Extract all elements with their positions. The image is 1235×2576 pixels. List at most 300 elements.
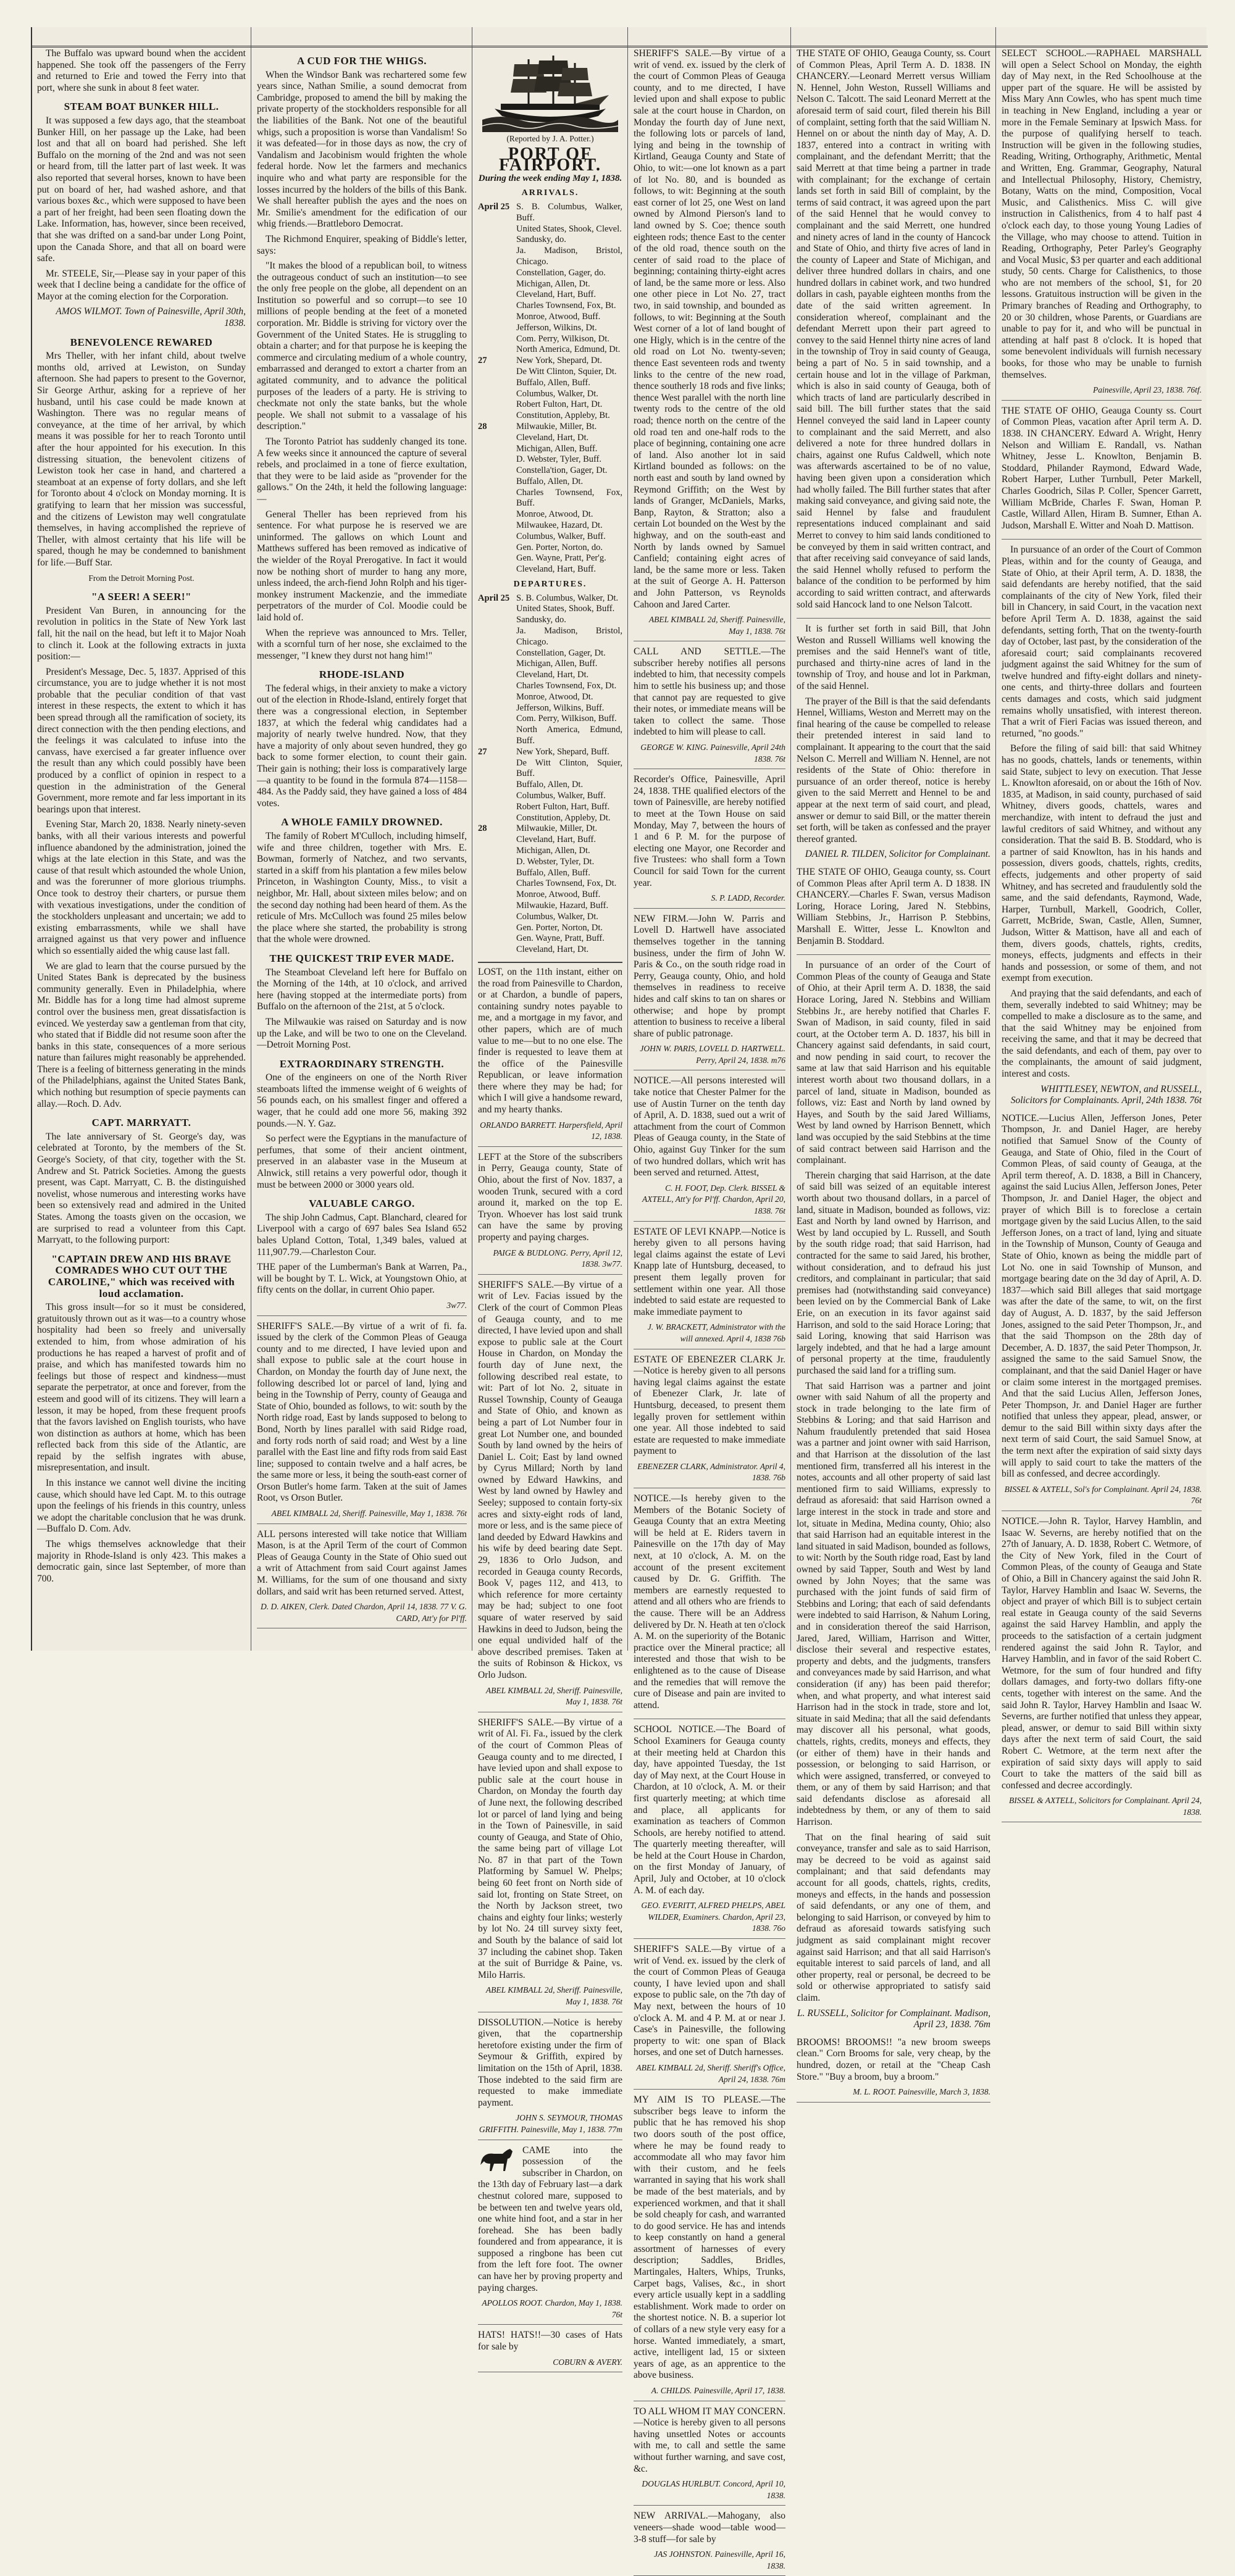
ship-entry-name: Constellation, Gager, do. xyxy=(516,267,606,278)
ship-entry-date xyxy=(478,224,516,235)
advertisement-signature: BISSEL & AXTELL, Sol's for Complainant. April 24, 1838. 76t xyxy=(1004,1484,1202,1506)
ship-entry-date xyxy=(478,802,516,813)
advertisement xyxy=(634,1724,785,1939)
advertisement-signature: JOHN W. PARIS, LOVELL D. HARTWELL. Perry, April 24, 1838. m76 xyxy=(640,1044,785,1065)
ship-entry xyxy=(478,389,622,400)
column-3-ads xyxy=(478,962,622,2372)
advertisement xyxy=(257,1321,467,1524)
masthead-credit: (Reported by J. A. Potter.) xyxy=(506,134,594,143)
ship-entry xyxy=(478,465,622,477)
ship-entry-date xyxy=(478,933,516,944)
ship-entry-date xyxy=(478,901,516,912)
advertisement xyxy=(257,1529,467,1629)
advertisement xyxy=(634,2511,785,2576)
advertisement xyxy=(478,967,622,1147)
ship-entry xyxy=(478,604,622,615)
ship-entry xyxy=(478,725,622,747)
ship-entry-name: Gen. Wayne, Pratt, Per'g. xyxy=(516,553,606,564)
advertisement xyxy=(478,2145,622,2325)
article-paragraph: President's Message, Dec. 5, 1837. Apprised of this circumstance, you are to judge whether it is not most probable that the peculiar condition of that vast interest in these respects, the extent to which it has been spread through all the ramification of society, its direct connection with the then pending elections, and the feelings it was calculated to infuse into the canvass, have exercised a far greater influence over the result than any which could possibly have been produced by a conflict of opinion in respect to a question in the administration of the General Government, more remote and far less important in its bearings upon that interest. xyxy=(37,666,246,815)
ship-entry-date xyxy=(478,301,516,312)
article-paragraph: The Steamboat Cleveland left here for Buffalo on the Morning of the 14th, at 10 o'clock, and arrived here (having stopped at the intermediate ports) from Buffalo on the afternoon of the 21st, at 5 o'clock. xyxy=(257,967,467,1012)
ship-entry-name: Columbus, Walker, Dt. xyxy=(516,388,598,399)
advertisement-signature: C. H. FOOT, Dep. Clerk. BISSEL & AXTELL, Att'y for Pl'ff. Chardon, April 20, 1838. 76t xyxy=(642,1183,785,1215)
ship-entry-name: D. Webster, Tyler, Dt. xyxy=(516,856,595,867)
ship-entry-name: Cleveland, Hart, Dt. xyxy=(516,432,589,443)
advertisement xyxy=(634,914,785,1071)
ship-entry-name: United States, Shook, Clevel. xyxy=(516,223,622,234)
ship-entry-name: Cleveland, Hart, Buff. xyxy=(516,290,596,300)
article-headline: A CUD FOR THE WHIGS. xyxy=(296,55,427,67)
ship-entry-date xyxy=(478,367,516,378)
ship-entry-date xyxy=(478,378,516,389)
ship-entry-name: Sandusky, do. xyxy=(516,235,566,245)
ship-entry-date xyxy=(478,564,516,575)
ship-entry xyxy=(478,791,622,802)
ship-entry-name: Michigan, Allen, Dt. xyxy=(516,278,590,289)
ship-entry xyxy=(478,802,622,813)
article-paragraph: The late anniversary of St. George's day, was celebrated at Toronto, by the members of the St. George's Society, of that city, together with the St. Andrew and St. Patrick Societies. Among the guests present, was Capt. Marryatt, C. B. the distinguished novelist, whose numerous and interesting works have been so extensively read and admired in the United States. Among the toasts given on the occasion, we are surprised to read a volunteer from this Capt. Marryatt, to the following purport: xyxy=(37,1131,246,1246)
ship-entry-date: 28 xyxy=(478,421,487,431)
ship-entry xyxy=(478,312,622,323)
ship-entry xyxy=(478,344,622,356)
article-paragraph: The family of Robert M'Culloch, including himself, wife and three children, together with Mrs. E. Bowman, formerly of Natchez, and two servants, started in a skiff from his plantation a few miles below Princeton, in Washington County, Miss., to visit a neighbor, Mr. Hall, about sixteen miles below; and on the second day nothing had been heard of them. As the reticule of Mrs. McCulloch was found 25 miles below the place where she started, the probability is strong that the whole were drowned. xyxy=(257,831,467,945)
ship-entry-name: Constitution, Appleby, Bt. xyxy=(516,411,610,421)
advertisement-text: BROOMS! BROOMS!! "a new broom sweeps clean." Corn Brooms for sale, very cheap, by the hundred, dozen, or retail at the "Cheap Cash Store." "Buy a broom, buy a broom." xyxy=(797,2036,990,2082)
port-subtitle: During the week ending May 1, 1838. xyxy=(478,173,622,183)
ship-entry-date xyxy=(478,923,516,934)
ship-entry-date xyxy=(478,553,516,564)
ship-entry xyxy=(478,422,622,433)
ship-entry-date xyxy=(478,615,516,626)
ship-entry-date xyxy=(478,323,516,334)
advertisement-text: THE STATE OF OHIO, Geauga county, ss. Court of Common Pleas after April term A. D 1838. IN CHANCERY.—Charles F. Swan, versus Madison Loring, Horace Loring, Jared N. Stebbins, William Stebbins, Jr., Harrison P. Stebbins, Marshall E. Witter, Jesse L. Knowlton and Benjamin B. Stoddard. xyxy=(797,866,990,946)
article-paragraph: The whigs themselves acknowledge that their majority in Rhode-Island is only 423. This makes a democratic gain, since last September, of more than 700. xyxy=(37,1539,246,1584)
advertisement-signature: A. CHILDS. Painesville, April 17, 1838. xyxy=(651,2386,785,2395)
advertisement-text: TO ALL WHOM IT MAY CONCERN.—Notice is hereby given to all persons having unsettled Notes or accounts with me, to call and settle the same without further warning, and save cost, &c. xyxy=(634,2406,785,2474)
advertisement xyxy=(634,646,785,769)
advertisement-text: LEFT at the Store of the subscribers in Perry, Geauga county, State of Ohio, about the first of Nov. 1837, a wooden Trunk, secured with a cord around it, marked on the top E. Tryon. Whoever has lost said trunk can have the same by proving property and paying charges. xyxy=(478,1151,622,1243)
ship-entry-date xyxy=(478,725,516,747)
ship-entry xyxy=(478,923,622,934)
article-headline: STEAM BOAT BUNKER HILL. xyxy=(64,101,219,113)
article-headline: EXTRAORDINARY STRENGTH. xyxy=(279,1057,445,1070)
article-paragraph: It was supposed a few days ago, that the steamboat Bunker Hill, on her passage up the Lake, had been lost and that all on board had perished. She left Buffalo on the morning of the 2nd and was not seen or heard from, till the latter part of last week. It was also reported that several horses, known to have been put on board of her, had washed ashore, and that various boxes &c., which were supposed to have been a part of her freight, had been seen floating down the Lake. Information, has, however, since been received, that she was drifted on a sand-bar under Long Point, upon the Canada Shore, and that all on board were safe. xyxy=(37,115,246,264)
ship-entry-name: New York, Shepard, Buff. xyxy=(516,746,609,757)
ship-entry-name: Robert Fulton, Hart, Buff. xyxy=(516,801,610,812)
advertisement-text: NOTICE.—Lucius Allen, Jefferson Jones, Peter Thompson, Jr. and Daniel Hager, are hereby notified that Samuel Snow of the County of Geauga, and State of Ohio, filed in the Court of Common Pleas, of said county of Geauga, at the April term thereof, A. D. 1838, a Bill in Chancery, against the said Lucius Allen, Jefferson Jones, Peter Thompson, Jr. and Daniel Hager, the object and prayer of which Bill is to foreclose a certain mortgage given by the said Lucius Allen, to the said Jefferson Jones, on a tract of land, lying and situate in the Township of Munson, County of Geauga and State of Ohio, known as being the middle part of Lot No. one in said Township of Munson, and mortgage bearing date on the 3d day of April, A. D. 1837—which said Bill alleges that said mortgage was after the date of the same, to wit, on the first day of August, A. D. 1837, by the said Jefferson Jones, assigned to the said Peter Thompson, Jr., and that the said Thompson on the 28th day of December, A. D. 1837, the said Peter Thompson, Jr. assigned the same to the said Samuel Snow, the complainant, and that the said Daniel Hager or have or claim some interest in the mortgaged premises. And that the said Lucius Allen, Jefferson Jones, Peter Thompson, Jr. and Daniel Hager are further notified that unless they appear, plead, answer, or demur to the said Bill within sixty days after the next term of said Court, the said Samuel Snow, at the term next after the expiration of said sixty days will apply to said court to take the matters of the bill as confessed, and decree accordingly. xyxy=(1002,1112,1202,1480)
ship-entry-name: Gen. Porter, Norton, Dt. xyxy=(516,922,603,933)
ship-entry xyxy=(478,944,622,956)
ship-entry-date xyxy=(478,268,516,279)
ship-entry-date xyxy=(478,488,516,510)
advertisement xyxy=(1002,1113,1202,1511)
ship-entry-date xyxy=(478,477,516,488)
article-headline: BENEVOLENCE REWARED xyxy=(70,336,213,348)
ship-entry xyxy=(478,758,622,780)
article-source: From the Detroit Morning Post. xyxy=(88,573,195,583)
advertisement xyxy=(634,2095,785,2401)
article-paragraph: The Buffalo was upward bound when the accident happened. She took off the passengers of the Ferry and returned to Erie and towed the Ferry into that port, where she sunk in about 8 feet water. xyxy=(37,48,246,93)
article-paragraph: So perfect were the Egyptians in the manufacture of perfumes, that some of their ancient ointment, preserved in an alabaster vase in the Museum at Alnwick, still retains a very powerful odor, though it must be between 2000 or 3000 years old. xyxy=(257,1133,467,1190)
article-paragraph: The Toronto Patriot has suddenly changed its tone. A few weeks since it announced the capture of several rebels, and proclaimed in a tone of fierce exultation, that they were to be laid aside as "provender for the gallows." On the 24th, it held the following language:— xyxy=(257,436,467,504)
advertisement-signature: PAIGE & BUDLONG. Perry, April 12, 1838. 3w77. xyxy=(493,1248,622,1269)
article-paragraph: We are glad to learn that the course pursued by the United States Bank is deprecated by the business community generally. Even in Philadelphia, where Mr. Biddle has for a long time had almost supreme control over the business men, great dissatisfaction is evinced. We yesterday saw a gentleman from that city, who stated that if Biddle did not resume soon after the banks in this state, consequences of a more serious nature than failures might reasonably be apprehended. There is a feeling of bitterness generating in the minds of the Philadelphians, against the United States Bank, which nothing but resumption of specie payments can allay.—Roch. D. Adv. xyxy=(37,961,246,1109)
ship-entry-name: Milwaukee, Hazard, Dt. xyxy=(516,520,603,531)
ship-entry-name: Charles Townsend, Fox, Bt. xyxy=(516,301,616,311)
ship-entry-date xyxy=(478,411,516,422)
advertisement xyxy=(634,1354,785,1489)
ship-entry xyxy=(478,356,622,367)
signature: L. RUSSELL, Solicitor for Complainant. Madison, April 23, 1838. 76m xyxy=(797,2007,990,2030)
advertisement-text: ESTATE OF EBENEZER CLARK Jr.—Notice is hereby given to all persons having legal claims against the estate of Ebenezer Clark, Jr. late of Huntsburg, deceased, to present them legally proven for settlement within one year. All those indebted to said estate are requested to make immediate payment to xyxy=(634,1354,785,1457)
ship-entry xyxy=(478,553,622,564)
advertisement-text: NOTICE.—John R. Taylor, Harvey Hamblin, and Isaac W. Severns, are hereby notified that on the 27th of January, A. D. 1838, Robert C. Wetmore, of the City of New York, filed in the Court of Common Pleas, of the county of Geauga and State of Ohio, a Bill in Chancery against the said John R. Taylor, Harvey Hamblin and Isaac W. Severns, the object and prayer of which Bill is to subject certain real estate in Geauga county of the said Severns against the said Harvey Hamblin, and apply the proceeds to the satisfaction of a certain judgment rendered against the said John R. Taylor, and Harvey Hamblin, and in favor of the said Robert C. Wetmore, for the sum of four hundred and fifty dollars damages, and forty-two dollars fifty-one cents, together with interest on the same. And the said John R. Taylor, Harvey Hamblin and Isaac W. Severns, are further notified that unless they appear, plead, answer, or demur to said Bill within sixty days after the next term of said Court, the said Robert C. Wetmore, at the term next after the expiration of said sixty days will apply to said Court to take the matters of the said bill as confessed and decree accordingly. xyxy=(1002,1516,1202,1791)
ship-entry xyxy=(478,659,622,670)
ship-entry xyxy=(478,780,622,791)
ship-entry xyxy=(478,681,622,692)
advertisement-text: CALL AND SETTLE.—The subscriber hereby notifies all persons indebted to him, that necessity compels him to settle his business up; and those that cannot pay are requested to give their notes, or immediate means will be taken to collect the same. Those indebted to him will please to call. xyxy=(634,646,785,738)
ship-entry-date xyxy=(478,944,516,956)
column-3 xyxy=(473,48,627,2367)
article-paragraph: When the reprieve was announced to Mrs. Teller, with a scornful turn of her nose, she exclaimed to the messenger, "I knew they durst not hang him!" xyxy=(257,627,467,661)
ship-entry xyxy=(478,399,622,411)
ship-entry-name: United States, Shook, Buff. xyxy=(516,604,615,614)
ship-entry-date xyxy=(478,312,516,323)
ship-entry-name: Ja. Madison, Bristol, Chicago. xyxy=(516,246,622,267)
ship-entry-name: Buffalo, Allen, Dt. xyxy=(516,476,584,486)
ship-entry-name: D. Webster, Tyler, Buff. xyxy=(516,454,602,465)
ship-entry xyxy=(478,933,622,944)
advertisement-signature: ORLANDO BARRETT. Harpersfield, April 12, 1838. xyxy=(480,1120,622,1141)
article-headline: VALUABLE CARGO. xyxy=(309,1198,415,1210)
advertisement xyxy=(478,2017,622,2140)
ship-entry xyxy=(478,703,622,714)
ship-entry-date xyxy=(478,890,516,901)
ship-entry-name: North America, Edmund, Dt. xyxy=(516,344,621,355)
ship-entry-date: 27 xyxy=(478,746,487,757)
advertisement-signature: EBENEZER CLARK, Administrator. April 4, 1838. 76b xyxy=(637,1461,785,1483)
ship-entry-name: Buffalo, Allen, Buff. xyxy=(516,867,590,878)
advertisement-signature: J. W. BRACKETT, Administrator with the will annexed. April 4, 1838 76b xyxy=(647,1322,785,1343)
ship-entry-date: April 25 xyxy=(478,201,510,212)
ship-entry-name: De Witt Clinton, Squier, Dt. xyxy=(516,366,617,377)
ship-entry-date xyxy=(478,433,516,444)
ship-entry-date: April 25 xyxy=(478,593,510,603)
advertisement-text: ALL persons interested will take notice that William Mason, is at the April Term of the court of Common Pleas of Geauga County in the State of Ohio sued out a writ of Attachment from said Court against James M. Williams, for the sum of one thousand and sixty dollars, and said writ has been returned served. Attest, xyxy=(257,1528,467,1597)
article-headline: THE QUICKEST TRIP EVER MADE. xyxy=(269,952,454,964)
ship-entry-name: Columbus, Walker, Dt. xyxy=(516,911,598,922)
article-headline: "A SEER! A SEER!" xyxy=(91,591,191,603)
ship-entry-date xyxy=(478,626,516,648)
ship-entry-date xyxy=(478,509,516,520)
advertisement xyxy=(634,1227,785,1349)
article-headline: A WHOLE FAMILY DROWNED. xyxy=(281,816,443,828)
ship-entry xyxy=(478,433,622,444)
ship-entry-date xyxy=(478,758,516,780)
advertisement-signature: DOUGLAS HURLBUT. Concord, April 10, 1838. xyxy=(642,2479,785,2500)
ship-entry-date xyxy=(478,334,516,345)
ship-entry-name: Monroe, Atwood, Buff. xyxy=(516,890,601,900)
ship-entry-date xyxy=(478,714,516,725)
advertisement xyxy=(634,1075,785,1221)
ship-entry xyxy=(478,268,622,279)
advertisement-text: NEW ARRIVAL.—Mahogany, also veneers—shade wood—table wood—3-8 stuff—for sale by xyxy=(634,2511,785,2545)
advertisement-text: THE paper of the Lumberman's Bank at Warren, Pa., will be bought by T. L. Wick, at Youngstown Ohio, at fifty cents on the dollar, in current Ohio paper. xyxy=(257,1262,467,1296)
ship-entry-date xyxy=(478,465,516,477)
advertisement-signature: Painesville, April 23, 1838. 76tf. xyxy=(1093,385,1202,395)
article-paragraph: Evening Star, March 20, 1838. Nearly ninety-seven banks, with all their various interests and powerful influence abandoned by the administration, joined the whigs at the late election in this State, and was the cause of that result which astounded the whole Union, and was the forerunner of more glorious triumphs. Once took to destroy their charters, or pursue them with vexatious investigations, under the condition of the stockholders unpleasant and uncertain; we add to existing embarrassments, while we shall have arraigned against us that very power and influence which so essentially aided the whig cause last fall. xyxy=(37,819,246,956)
ship-entry-name: Cleveland, Hart, Buff. xyxy=(516,564,596,575)
ship-entry xyxy=(478,235,622,246)
ship-entry-name: Ja. Madison, Bristol, Chicago. xyxy=(516,626,622,647)
ship-entry-name: Cleveland, Hart, Dt. xyxy=(516,670,589,680)
ship-entry xyxy=(478,747,622,758)
ship-entry-date: 27 xyxy=(478,356,487,366)
horse-icon xyxy=(478,2146,517,2172)
advertisement-text: THE STATE OF OHIO, Geauga County ss. Court of Common Pleas, vacation after April term A. D. 1838. IN CHANCERY. Edward A. Wright, Henry Nelson and William E. Randall, vs. Nathan Whitney, Jesse L. Knowlton, Benjamin B. Stoddard, Philander Raymond, Edward Wade, Robert Harper, Luther Turnbull, Peter Markell, Charles Goodrich, Silas P. Coller, Spencer Garrett, William McBride, Charles F. Swan, Homan P. Castle, Willard Allen, Hiram B. Sumner, Ethan A. Judson, Marshall E. Witter and Noah D. Mattison. xyxy=(1002,405,1202,531)
advertisement-signature: S. P. LADD, Recorder. xyxy=(711,893,785,903)
advertisement xyxy=(797,48,990,619)
advertisement-signature: ABEL KIMBALL 2d, Sheriff. Painesville, May 1, 1838. 76t xyxy=(271,1509,467,1519)
ship-entry xyxy=(478,714,622,725)
ship-entry-name: New York, Shepard, Dt. xyxy=(516,356,602,366)
ship-entry xyxy=(478,477,622,488)
article-paragraph: That on the final hearing of said suit conveyance, transfer and sale as to said Harrison, may be decreed to be void as against said complainant; and that said defendants may account for all goods, chattels, rights, credits, moneys and effects, in the hands and possession of said defendants, or any one of them, and belonging to said Harrison, or conveyed by him to defraud as aforesaid towards satisfying such judgment as said complainant might recover against said Harrison; and that all said Harrison's equitable interest to said parcels of land, and all other property, real or personal, be decreed to be sold or otherwise appropriated to satisfy said claim. xyxy=(797,1832,990,2003)
ship-entry-name: Robert Fulton, Hart, Dt. xyxy=(516,399,603,410)
article-paragraph: Mrs Theller, with her infant child, about twelve months old, arrived at Lewiston, on Sunday afternoon. She had papers to present to the Governor, Sir George Arthur, asking for a reprieve of her husband, until his case could be made known at Washington. There was no regular means of conveyance, at the time of her arrival, by which means it was possible for her to reach Toronto until after the hour appointed for his execution. In this distressing situation, the benevolent citizens of Lewiston took her case in hand, and chartered a steamboat at an expense of forty dollars, and she left for Toronto about 4 o'clock on Monday morning. It is gratifying to learn that her mission was successful, and the citizens of Lewiston may well congratulate themselves, in having accomplished the reprieve of Theller, with almost certainty that his life will be spared, though he may be condemned to banishment for life.—Buff Star. xyxy=(37,351,246,568)
ship-entry-name: Columbus, Walker, Buff. xyxy=(516,531,606,541)
ship-entry-date xyxy=(478,692,516,703)
sailing-ship-icon xyxy=(482,52,618,132)
ship-entry xyxy=(478,878,622,890)
advertisement xyxy=(797,867,990,955)
ship-entry-name: De Witt Clinton, Squier, Buff. xyxy=(516,757,622,779)
advertisement-text: SCHOOL NOTICE.—The Board of School Examiners for Geauga county at their meeting held at Chardon this day, have appointed Tuesday, the 1st day of May next, at the Court House in Chardon, at 10 o'clock, A. M. or their first quarterly meeting; at which time and place, all applicants for examination as teachers of Common Schools, are hereby notified to attend. The quarterly meeting thereafter, will be held at the Court House in Chardon, on the first Monday of January, of April, July and October, at 10 o'clock A. M. of each day. xyxy=(634,1724,785,1896)
advertisement-text: DISSOLUTION.—Notice is hereby given, that the copartnership heretofore existing under the firm of Seymour & Griffith, expired by limitation on the 15th of April, 1838. Those indebted to the said firm are requested to make immediate payment. xyxy=(478,2017,622,2108)
ship-entry xyxy=(478,411,622,422)
column-2 xyxy=(252,48,472,1672)
article-paragraph: "It makes the blood of a republican boil, to witness the outrageous conduct of such an institution—to see the only free people on the globe, all dependent on an Institution so powerful and so corrupt—to see 10 millions of people bending at the feet of a moneted corporation. Mr. Biddle is striving for victory over the Government of the United States. He is struggling to obtain a charter; and for that purpose he is keeping the commerce and circulating medium of a whole country, embarrassed and deranged to extort a charter from an agitated community, and to advance the political purposes of the leaders of a party. He is striving to checkmate not only the state banks, but the whole people. We shall not submit to a vassalage of his description." xyxy=(257,261,467,432)
ship-entry-date xyxy=(478,399,516,411)
ship-entry-name: Milwaukie, Hazard, Buff. xyxy=(516,900,609,911)
ship-entry-date xyxy=(478,389,516,400)
advertisement xyxy=(478,1717,622,2012)
ship-entry-date xyxy=(478,868,516,879)
ship-entry-name: Michigan, Allen, Buff. xyxy=(516,659,598,669)
ship-entry-name: Milwaukie, Miller, Bt. xyxy=(516,421,597,431)
advertisement xyxy=(257,1262,467,1315)
advertisement-text: NOTICE.—Is hereby given to the Members of the Botanic Society of Geauga County that an extra Meeting will be held at E. Riders tavern in Painesville on the 17th day of May next, at 10 o'clock, A. M. on the account of the present excitement caused by Dr. G. Griffith. The members are earnestly requested to attend and all others who are friends to the cause. There will be an Address delivered by Dr. N. Heath at ten o'clock A. M. on the superiority of the Botanic practice over the Mineral practice; all interested and those that wish to be enlightened as to the cause of Disease and the remedies that will remove the cure of Disease and pain are invited to attend. xyxy=(634,1493,785,1711)
article-paragraph: The prayer of the Bill is that the said defendants Hennel, Williams, Weston and Merrett may on the final hearing of the cause be compelled to release their pretended interest in said land to complainant. It appearing to the court that the said Nelson C. Merrell and William N. Hennel, are not residents of the State of Ohio: therefore in pursuance of an order thereof, notice is hereby given to the said Merrett and Hennel to be and appear at the next term of said court, and plead, answer or demur to said Bill, or the matter therein set forth, will be taken as confessed and the prayer thereof granted. xyxy=(797,696,990,844)
advertisement xyxy=(797,2037,990,2103)
advertisement xyxy=(478,1280,622,1712)
article-paragraph: When the Windsor Bank was rechartered some few years since, Nathan Smilie, a sound democrat from Cambridge, proposed to amend the bill by making the private property of the stockholders responsible for all the liabilities of the Bank. Not one of the beautiful whigs, such a proposition is worse than Vandalism! So it was defeated—for in those days as now, the cry of Vandalism and Jacobinism would frighten the whole federal horde. Now let the farmers and mechanics inquire who and what party are responsible for the losses incurred by the holders of the bills of this Bank. We shall hereafter publish the ayes and the noes on Mr. Smilie's amendment for the edification of our whig friends.—Brattleboro Democrat. xyxy=(257,69,467,230)
ship-entry-date xyxy=(478,659,516,670)
ship-entry xyxy=(478,823,622,835)
advertisement xyxy=(1002,406,1202,540)
article-paragraph: In pursuance of an order of the Court of Common Pleas of the county of Geauga and State of Ohio, at their April term A. D. 1838, the said Horace Loring, Jared N. Stebbins and William Stebbins Jr., are hereby notified that Charles F. Swan of Madison, in said county, filed in said court, at the October term A. D. 1837, his bill in Chancery against said defendants, in said court, and now pending in said court, to recover the same at law that said Harrison and his equitable interest worth about two thousand dollars, in a parcel of land, situate in Madison, bounded as follows, viz: East and North by land owned by Hayes, and South by the said Jared Williams, West by land owned by Harrison Bennett, which land was occupied by the said Stebbins at the time of said contract between said Harrison and the complainant. xyxy=(797,960,990,1166)
ship-entry-date xyxy=(478,290,516,301)
ship-entry-date xyxy=(478,791,516,802)
advertisement-signature: GEO. EVERITT, ALFRED PHELPS, ABEL WILDER, Examiners. Chardon, April 23, 1838. 76o xyxy=(641,1901,785,1933)
ship-entry xyxy=(478,454,622,465)
ship-entry xyxy=(478,246,622,268)
signature: DANIEL R. TILDEN, Solicitor for Complainant. xyxy=(805,849,990,860)
ship-entry-date xyxy=(478,235,516,246)
ship-entry-name: Constellation, Gager, Dt. xyxy=(516,648,606,658)
article-paragraph: One of the engineers on one of the North River steamboats lifted the immense weight of 6 weights of 56 pounds each, on his smallest finger and offered a wager, that he could add one more 56, making 392 pounds.—N. Y. Gaz. xyxy=(257,1072,467,1129)
advertisement-signature: GEORGE W. KING. Painesville, April 24th 1838. 76t xyxy=(640,743,785,764)
advertisement-text: SHERIFF'S SALE.—By virtue of a writ of Al. Fi. Fa., issued by the clerk of the court of Common Pleas of Geauga county and to me directed, I have levied upon and shall expose to public sale at the court house in Chardon, on Monday the fourth day of June next, the following described lot or parcel of land lying and being in the Town of Painesville, in said county of Geauga, and State of Ohio, the same being part of village Lot No. 87 in that part of the Town Platforming by Samuel W. Phelps; being 60 feet front on North side of said lot, fronting on State Street, on the North by Jackson street, two chains and eighty four links; westerly by lot No. 24 till survey sixty feet, and South by the balance of said lot 37 including the cabinet shop. Taken at the suit of Burridge & Paine, vs. Milo Harris. xyxy=(478,1717,622,1980)
ship-entry-date xyxy=(478,835,516,846)
article-paragraph: The Richmond Enquirer, speaking of Biddle's letter, says: xyxy=(257,233,467,256)
ship-entry xyxy=(478,564,622,575)
ship-entry-date xyxy=(478,878,516,890)
advertisement-signature: ABEL KIMBALL 2d, Sheriff. Painesville, May 1, 1838. 76t xyxy=(485,1685,622,1707)
ship-entry-name: Gen. Wayne, Pratt, Buff. xyxy=(516,933,605,944)
advertisement xyxy=(634,1944,785,2090)
ship-entry-name: Constitution, Appleby, Dt. xyxy=(516,812,611,823)
article-paragraph: The ship John Cadmus, Capt. Blanchard, cleared for Liverpool with a cargo of 697 bales Sea Island 652 bales Upland Cotton, Total, 1,349 bales, valued at 111,907.79.—Charleston Cour. xyxy=(257,1212,467,1257)
ship-entry xyxy=(478,367,622,378)
departures-list xyxy=(478,593,622,956)
advertisement-signature: D. D. AIKEN, Clerk. Dated Chardon, April 14, 1838. 77 V. G. CARD, Att'y for Pl'ff. xyxy=(260,1602,467,1623)
ship-entry-name: S. B. Columbus, Walker, Buff. xyxy=(516,201,622,223)
ship-entry-date xyxy=(478,604,516,615)
advertisement xyxy=(634,2406,785,2506)
ship-entry-date: 28 xyxy=(478,823,487,834)
column-4 xyxy=(629,48,790,2570)
article-headline: RHODE-ISLAND xyxy=(319,669,405,681)
newspaper-page xyxy=(31,27,1207,2570)
column-1 xyxy=(32,48,251,1672)
ship-entry-date xyxy=(478,520,516,531)
ship-entry-name: Gen. Porter, Norton, do. xyxy=(516,542,603,552)
ship-entry-name: Monroe, Atwood, Dt. xyxy=(516,691,593,702)
column-rule xyxy=(995,27,996,1651)
ship-entry-name: Sandusky, do. xyxy=(516,615,566,625)
ship-entry xyxy=(478,912,622,923)
ship-entry-name: Buffalo, Allen, Buff. xyxy=(516,377,590,388)
ship-entry-date xyxy=(478,648,516,659)
column-rule xyxy=(627,27,628,1651)
ship-entry-name: Com. Perry, Wilkison, Dt. xyxy=(516,333,609,344)
advertisement-signature: ABEL KIMBALL 2d, Sheriff. Painesville, May 1, 1838. 76t xyxy=(485,1985,622,2007)
article-paragraph: That said Harrison was a partner and joint owner with said Nahum of all the property and stock in trade belonging to the late firm of Stebbins & Loring; and that said Harrison and Nahum fraudulently pretended that said Hosea was a partner and joint owner with said Harrison, and that Harrison at the dissolution of the last mentioned firm, transferred all his interest in the notes, accounts and all other property of said last mentioned firm to said Williams, expressly to defraud as aforesaid: that said Harrison owned a large interest in the stock in trade and store and lot, situate in Medina, Medina county, Ohio; also that said Harrison had an equitable interest in the land situated in said Madison, bounded as follows, to wit: North by the South ridge road, East by land owned by said Tapper, South and West by land owned by John Noyes; that the same was purchased with the joint funds of said firm of Stebbins and Loring; that each of said defendants were indebted to said Harrison, & Nahum Loring, and in consideration thereof the said Harrison, Jared, Jared, William, Harrison and Witter, disclose their several and respective estates, property and debts, and the judgments, transfers and conveyances made by said Harrison, and what consideration (if any) has been paid therefor; when, and what property, and what interest said Harrison had in the stock in trade, store and lot, situate in said Medina; that all the said defendants may discover all his personal, what goods, chattels, rights, credits, moneys and effects, they (or either of them) have in their hands and possession, or belonging to said Harrison, or which were assigned, transferred, or conveyed to them, or any of them by said Harrison; and that said defendants disclose as aforesaid all indebtedness by them, or any of them to said Harrison. xyxy=(797,1380,990,1828)
ship-entry xyxy=(478,290,622,301)
ship-entry-date xyxy=(478,681,516,692)
ship-entry-date xyxy=(478,857,516,868)
article-paragraph: President Van Buren, in announcing for the revolution in politics in the State of New York last fall, hit the nail on the head, but left it to Major Noah to clinch it. Look at the following extracts in juxta position:— xyxy=(37,605,246,662)
ship-entry xyxy=(478,509,622,520)
ship-entry xyxy=(478,378,622,389)
ship-entry xyxy=(478,813,622,824)
article-paragraph: The Milwaukie was raised on Saturday and is now up the Lake, and will be two to one on the Cleveland.—Detroit Morning Post. xyxy=(257,1016,467,1051)
ship-entry-name: Monroe, Atwood, Buff. xyxy=(516,311,601,322)
ship-entry xyxy=(478,301,622,312)
ship-entry xyxy=(478,531,622,543)
advertisement-text: LOST, on the 11th instant, either on the road from Painesville to Chardon, or at Chardon, a bundle of papers, containing sundry notes payable to me, and a mortgage in my favor, and other papers, which are of much value to me—but to no one else. The finder is requested to leave them at the office of the Painesville Republican, or leave information there where they may be had; for which I will give a handsome reward, and my hearty thanks. xyxy=(478,966,622,1115)
ship-entry xyxy=(478,543,622,554)
article-paragraph: General Theller has been reprieved from his sentence. For what purpose he is reserved we are uninformed. The gallows on which Lount and Matthews suffered has been removed as indicative of the wielder of the Royal Prerogative. In fact it would now be nothing short of murder to hang any more, unless indeed, the arch-fiend John Rolph and his tiger-monkey instrument Mackenzie, and the immediate perpetrators of the murder of Col. Moodie could be laid hold of. xyxy=(257,509,467,623)
ship-entry xyxy=(478,224,622,235)
ship-entry xyxy=(478,692,622,703)
ship-entry xyxy=(478,323,622,334)
article-paragraph: It is further set forth in said Bill, that John Weston and Russell Williams well knowing the premises and the said Hennel's want of title, purchased and thirty-nine acres of land in the township of Troy, and house and lot in Parkman, of the said Hennel. xyxy=(797,623,990,692)
advertisement xyxy=(634,774,785,909)
advertisement-text: SHERIFF'S SALE.—By virtue of a writ of Vend. ex. issued by the clerk of the court of Common Pleas of Geauga county, I have levied upon and shall expose to public sale, on the 7th day of May next, between the hours of 10 o'clock A. M. and 4 P. M. at or near J. Case's in Painesville, the following property to wit: one span of Black horses, and one set of Dutch harnesses. xyxy=(634,1944,785,2058)
ship-entry xyxy=(478,488,622,510)
ship-entry-date xyxy=(478,531,516,543)
ship-entry-date xyxy=(478,543,516,554)
ship-entry-date xyxy=(478,813,516,824)
advertisement-signature: COBURN & AVERY. xyxy=(553,2357,622,2367)
article-paragraph: In this instance we cannot well divine the inciting cause, which should have led Capt. M. to this outrage upon the feelings of his friends in this country, unless we adopt the charitable conclusion that he was drunk.—Buffalo D. Com. Adv. xyxy=(37,1478,246,1535)
advertisement-text: SHERIFF'S SALE.—By virtue of a writ of vend. ex. issued by the clerk of the court of Common Pleas of Geauga county, and to me directed, I have levied upon and shall expose to public sale at the court house in Chardon, on Monday the fourth day of June next, the following lots or parcels of land, lying and being in the township of Kirtland, Geauga County and State of Ohio, to wit:—one lot known as a part of lot No. 80, and is bounded as follows, to wit: Beginning at the south east corner of lot 25, one West on land owned by Almond Pierson's land to land owned by S. Coe; thence south eighteen rods; thence East to the center of the old road, thence south on the center of said road to the place of beginning; containing thirty-eight acres of land, be the same more or less. Also one other piece in Lot No. 27, tract two, in said township, and bounded as follows, to wit: Beginning at the South West corner of a lot of land bought of one Higly, which is in the centre of the old road on Lot No. twenty-seven; thence East seventeen rods and twenty links to the centre of the new road, thence southerly 18 rods and five links; thence West parallel with the north line twenty rods to the centre of the old road; thence north on the centre of the old road ten and one-half rods to the place of beginning, containing one acre of land. Also another lot in said Kirtland bounded as follows: on the north east and south by land owned by Reymond Griffith; on the West by lands of Granger, McDaniels, Marks, Banp, Rayton, & Stratton; also a certain Lot bounded on the West by the highway, and on the south-east and North by lands owned by Samuel Canfield; containing eight acres of land, be the same more or less. Taken at the suit of George A. H. Patterson and John Patterson, vs Reynolds Cahoon and Jared Carter. xyxy=(634,48,785,610)
port-title: PORT OF FAIRPORT. xyxy=(498,144,602,175)
advertisement-text: SHERIFF'S SALE.—By virtue of a writ of fi. fa. issued by the clerk of the Common Pleas of Geauga county and to me directed, I have levied upon and shall expose to public sale at the court house in Chardon, on Monday the fourth day of June next, the following described lot or parcel of land, lying and being in the Township of Perry, county of Geauga and State of Ohio, bounded as follows, to wit: south by the North ridge road, East by lands supposed to belong to Bond, North by lines parallel with said Ridge road, and forty rods north of said road; and West by a line parallel with the East line and fifty rods from said East line; supposed to contain twelve and a half acres, be the same more or less, it being the south-east corner of Orson Butler's home farm. Taken at the suit of James Root, vs Orson Butler. xyxy=(257,1320,467,1504)
article-paragraph: Therein charging that said Harrison, at the date of said bill was seized of an equitable interest worth about two thousand dollars, in a parcel of land, situate in Madison, bounded as follows, viz: East and North by land owned by Harrison, and West by land occupied by L. Russell, and South by the south ridge road; that said Harrison, had contracted for the same to said Jared, his brother, without consideration, and to defraud his just creditors, and complainant in particular; that said premises had (notwithstanding said conveyance) been levied on by the Commercial Bank of Lake Erie, on an execution in its favor against said Harrison, and sold to the said Horace Loring; that said Loring, knowing that said Harrison was largely indebted, and that he had a large amount of personal property at the time, fraudulently purchased the said land for a trifling sum. xyxy=(797,1170,990,1376)
ship-entry xyxy=(478,648,622,659)
ship-entry-name: Charles Townsend, Fox, Buff. xyxy=(516,487,622,509)
advertisement-text: MY AIM IS TO PLEASE.—The subscriber begs leave to inform the public that he has removed his shop two doors south of the post office, where he may be found ready to accommodate all who may favor him with their custom, and he feels warranted in saying that his work shall be made of the best materials, and by experienced workmen, and that it shall be sold cheaply for cash, and warranted to do good service. He has and intends to keep constantly on hand a general assortment of harnesses of every description; Saddles, Bridles, Martingales, Halters, Whips, Trunks, Carpet bags, Valises, &c., in short every article usually kept in a saddling establishment. Work made to order on the shortest notice. N. B. a superior lot of collars of a new style very easy for a horse. Wanted immediately, a smart, active, intelligent lad, 15 or sixteen years of age, as an apprentice to the above business. xyxy=(634,2095,785,2381)
advertisement-text: CAME into the possession of the subscriber in Chardon, on the 13th day of February last—a dark chestnut colored mare, supposed to be between ten and twelve years old, one white hind foot, and a star in her forehead. She has been badly foundered and from appearance, it is supposed a ringbone has been cut from the left fore foot. The owner can have her by proving property and paying charges. xyxy=(478,2145,622,2293)
ship-entry-name: Com. Perry, Wilkison, Buff. xyxy=(516,714,617,724)
column-6 xyxy=(997,48,1207,1817)
ship-entry-name: Buffalo, Allen, Dt. xyxy=(516,780,584,790)
advertisement-signature: BISSEL & AXTELL, Solicitors for Complainant. April 24, 1838. xyxy=(1008,1796,1202,1817)
advertisement-signature: APOLLOS ROOT. Chardon, May 1, 1838. 76t xyxy=(482,2298,622,2319)
ship-entry-name: Monroe, Atwood, Dt. xyxy=(516,509,593,520)
advertisement-signature: ABEL KIMBALL 2d, Sheriff. Sheriff's Office, April 24, 1838. 76m xyxy=(636,2062,785,2084)
ship-entry xyxy=(478,835,622,846)
advertisement-text: SELECT SCHOOL.—RAPHAEL MARSHALL will open a Select School on Monday, the eighth day of May next, in the Red Schoolhouse at the upper part of the square. He will be assisted by Miss Mary Ann Cowles, who has spent much time in teaching in New England, including a year or more in the Female Seminary at Ipswich Mass. for the purpose of qualifying herself to teach. Instruction will be given in the following studies, Reading, Writing, Orthography, Arithmetic, Mental and Written, Eng. Grammar, Geography, Natural and Intellectual Philosophy, History, Chemistry, Botany, Watts on the mind, Composition, Vocal Music, and Calisthenics. Miss C. will give instruction in Calisthenics, from 4 to half past 4 o'clock each day, to those young Young Ladies of the Village, who may choose to attend. Tuition in Reading, Orthography, Peter Parley's Geography and Vocal Music, $3 per quarter and each additional study, 50 cents. Charge for Calisthenics, to those who are not members of the school, $1, for 20 lessons. Gratuitous instruction will be given in the Primary branches of Reading and Orthography, to 20 or 30 children, whose Parents, or Guardians are unable to pay for it, and who will be punctual in attending at half past 8 o'clock. It is hoped that some benevolent individuals will furnish necessary books, for those who may be unable to furnish themselves. xyxy=(1002,48,1202,380)
article-paragraph: And praying that the said defendants, and each of them, severally indebted to said Whitney; may be compelled to make a disclosure as to the same, and that the said Whitney may be enjoined from receiving the same, and that it may be decreed that the said defendants, and each of them, pay over to the complainants, the amount of said judgment, interest and costs. xyxy=(1002,988,1202,1080)
ship-entry-date xyxy=(478,703,516,714)
ship-entry-name: Milwaukie, Miller, Dt. xyxy=(516,823,598,834)
advertisement-text: NEW FIRM.—John W. Parris and Lovell D. Hartwell have associated themselves together in the tanning business, under the firm of John W. Paris & Co., on the south ridge road in Perry, Geauga county, Ohio, and hold themselves in readiness to receive hides and calf skins to tan on shares or otherwise; and hope by prompt attention to business to receive a liberal share of public patronage. xyxy=(634,913,785,1039)
ship-entry-name: Charles Townsend, Fox, Dt. xyxy=(516,681,617,691)
departures-heading: DEPARTURES. xyxy=(513,580,587,590)
advertisement-signature: JOHN S. SEYMOUR, THOMAS GRIFFITH. Painesville, May 1, 1838. 77m xyxy=(479,2113,622,2134)
arrivals-list xyxy=(478,202,622,575)
ship-entry xyxy=(478,615,622,626)
ship-entry-date xyxy=(478,344,516,356)
article-headline: CAPT. MARRYATT. xyxy=(91,1117,191,1129)
ship-entry xyxy=(478,890,622,901)
ship-entry xyxy=(478,279,622,290)
ship-entry-date xyxy=(478,670,516,681)
ship-entry-name: Charles Townsend, Fox, Dt. xyxy=(516,878,617,889)
ship-entry-name: Constella'tion, Gager, Dt. xyxy=(516,465,608,476)
advertisement-signature: JAS JOHNSTON. Painesville, April 16, 1838. xyxy=(654,2549,785,2570)
advertisement xyxy=(1002,48,1202,401)
advertisement-signature: 3w77. xyxy=(446,1300,467,1310)
ship-entry-name: Cleveland, Hart, Dt. xyxy=(516,944,589,955)
column-rule xyxy=(790,27,791,1651)
ship-entry xyxy=(478,520,622,531)
ship-entry-date xyxy=(478,780,516,791)
ship-entry xyxy=(478,334,622,345)
ship-entry-name: Cleveland, Hart, Buff. xyxy=(516,835,596,845)
advertisement-text: Recorder's Office, Painesville, April 24, 1838. THE qualified electors of the town of Painesville, are hereby notified to meet at the Town House on said Monday, May 7, between the hours of 1 and 6 P. M. for the purpose of electing one Mayor, one Recorder and five Trustees: who shall form a Town Council for said Town for the current year. xyxy=(634,774,785,888)
ship-entry-name: Columbus, Walker, Buff. xyxy=(516,791,606,801)
ship-entry-date xyxy=(478,846,516,857)
ship-entry-name: Michigan, Allen, Dt. xyxy=(516,845,590,856)
article-paragraph: The federal whigs, in their anxiety to make a victory out of the election in Rhode-Island, entirely forget that there was a congressional election, in September 1837, at which the federal whig candidates had a majority of nearly twelve hundred. Now, that they have a majority of only about seven hundred, they go back to some former election, to count their gain. Their gain is nothing; their loss is comparatively large—a quantity to be found in the formula 874—1158—484. As the Paddy said, they have gained a loss of 484 votes. xyxy=(257,683,467,809)
ship-entry-date xyxy=(478,444,516,455)
